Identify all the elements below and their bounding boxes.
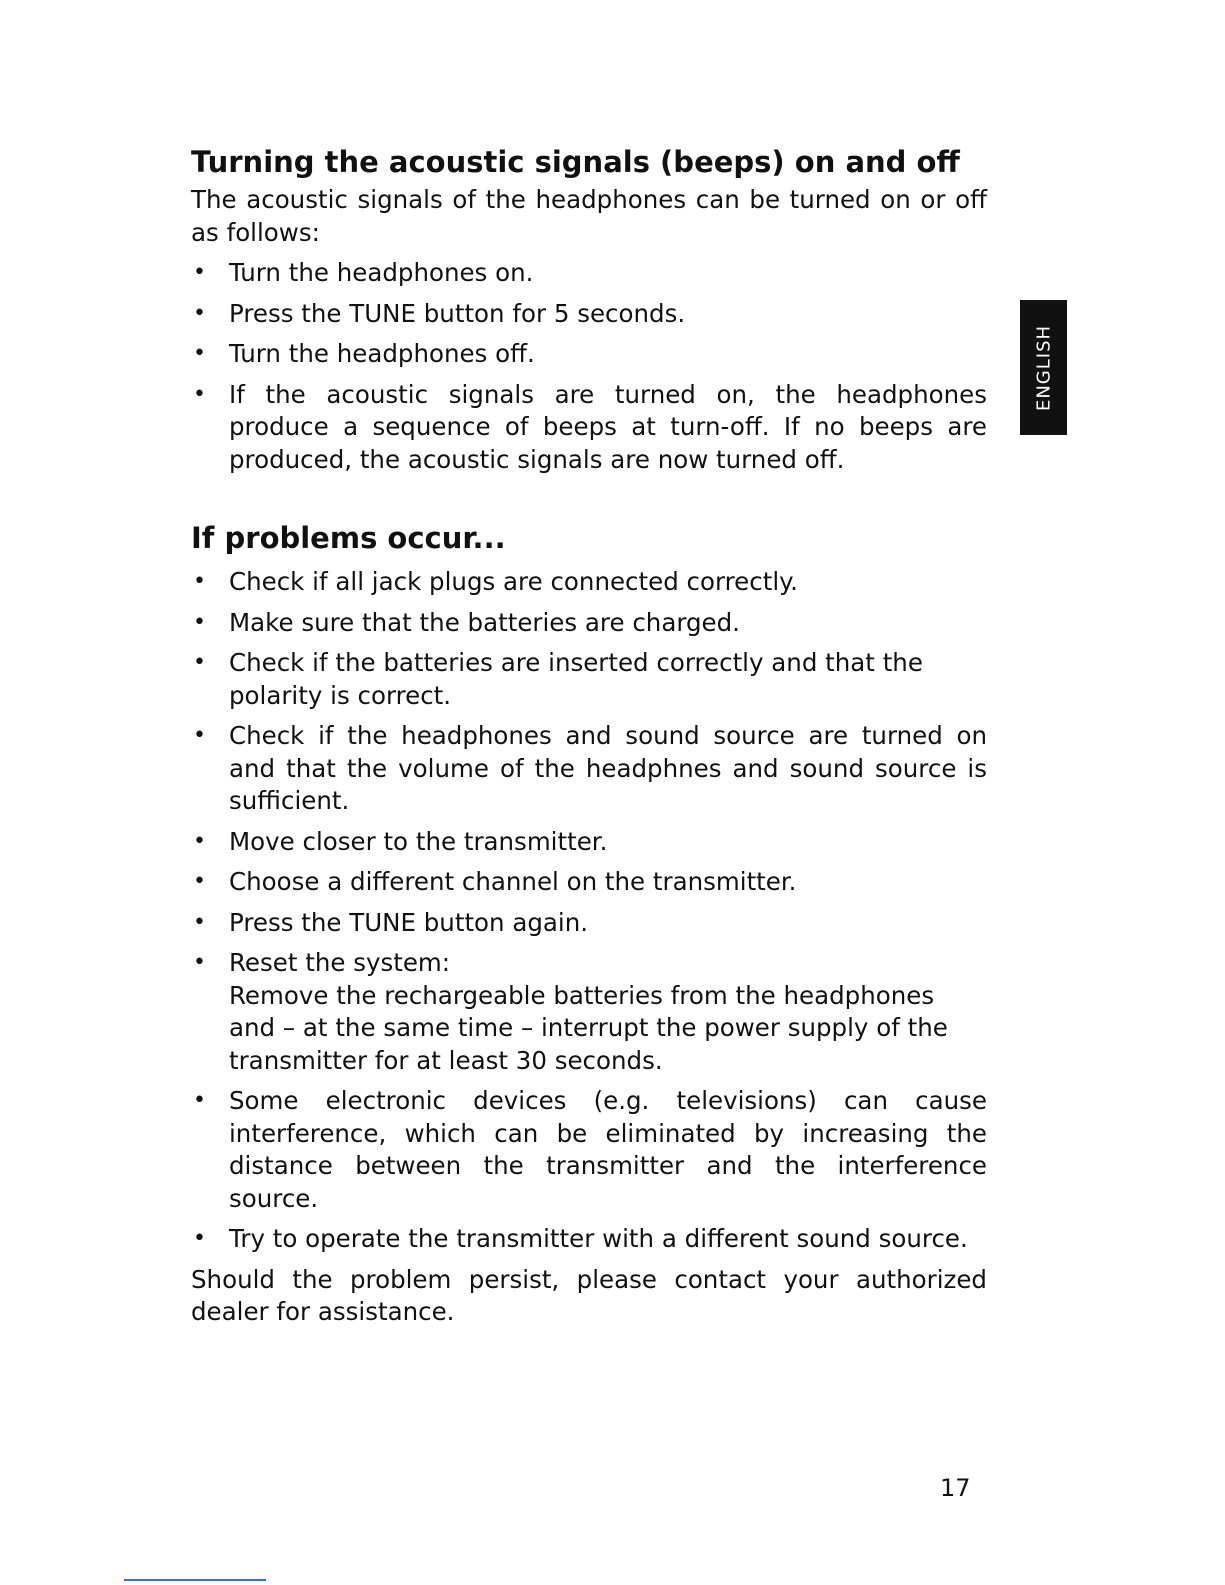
reset-detail: Remove the rechargeable batteries from the headphones and – at the same time – interrupt the power supply of the transmitter for at least 30 seconds.	[229, 980, 948, 1075]
beeps-steps-list	[191, 257, 987, 476]
bullet-icon: •	[193, 609, 206, 635]
bullet-icon: •	[193, 950, 206, 975]
list-item: • Choose a different channel on the transmitter.	[191, 866, 987, 899]
list-item: • Check if the headphones and sound source are turned on and that the volume of the headphnes and sound source is sufficient.	[193, 721, 987, 815]
language-tab-label: ENGLISH	[1033, 324, 1054, 411]
bottom-divider	[124, 1579, 266, 1581]
list-item: • Make sure that the batteries are charged.	[191, 607, 987, 640]
list-item: • Try to operate the transmitter with a different sound source.	[191, 1223, 987, 1256]
list-item: • Check if all jack plugs are connected correctly.	[191, 566, 987, 599]
closing-note: Should the problem persist, please contact your authorized dealer for assistance.	[191, 1264, 987, 1326]
list-item: • Press the TUNE button again.	[191, 907, 987, 940]
section-heading-problems: If problems occur...	[191, 521, 506, 555]
bullet-icon: •	[193, 909, 206, 935]
list-item: • Turn the headphones on.	[191, 257, 987, 290]
list-item: • If the acoustic signals are turned on, the headphones produce a sequence of beeps at turn-off. If no beeps are produced, the acoustic signals are now turned off.	[193, 379, 987, 474]
page-content	[191, 140, 987, 1329]
bullet-icon: •	[193, 650, 206, 675]
bullet-icon: •	[193, 1226, 206, 1251]
troubleshooting-list	[191, 566, 987, 1256]
bullet-icon: •	[193, 381, 206, 407]
bullet-icon: •	[193, 723, 206, 748]
bullet-icon: •	[193, 1088, 206, 1113]
list-item: • Some electronic devices (e.g. televisions) can cause interference, which can be eliminated by increasing the distance between the transmitter and the interference source.	[193, 1086, 987, 1213]
section-heading-beeps: Turning the acoustic signals (beeps) on and off	[191, 145, 960, 179]
bullet-icon: •	[193, 260, 206, 285]
page-number: 17	[940, 1474, 971, 1502]
list-item: • Turn the headphones off.	[191, 338, 987, 371]
list-item: • Move closer to the transmitter.	[191, 826, 987, 859]
bullet-icon: •	[193, 569, 206, 594]
bullet-icon: •	[193, 828, 206, 854]
language-tab	[1020, 300, 1067, 435]
bullet-icon: •	[193, 341, 206, 366]
list-item: • Check if the batteries are inserted correctly and that the polarity is correct.	[193, 648, 923, 710]
section-intro: The acoustic signals of the headphones can be turned on or off as follows:	[191, 185, 987, 247]
bullet-icon: •	[193, 869, 206, 894]
list-item: • Press the TUNE button for 5 seconds.	[191, 298, 987, 331]
list-item: • Reset the system: Remove the rechargeable batteries from the headphones and – at the same time – interrupt the power supply of the transmitter for at least 30 seconds.	[193, 948, 948, 1075]
bullet-icon: •	[193, 300, 206, 326]
